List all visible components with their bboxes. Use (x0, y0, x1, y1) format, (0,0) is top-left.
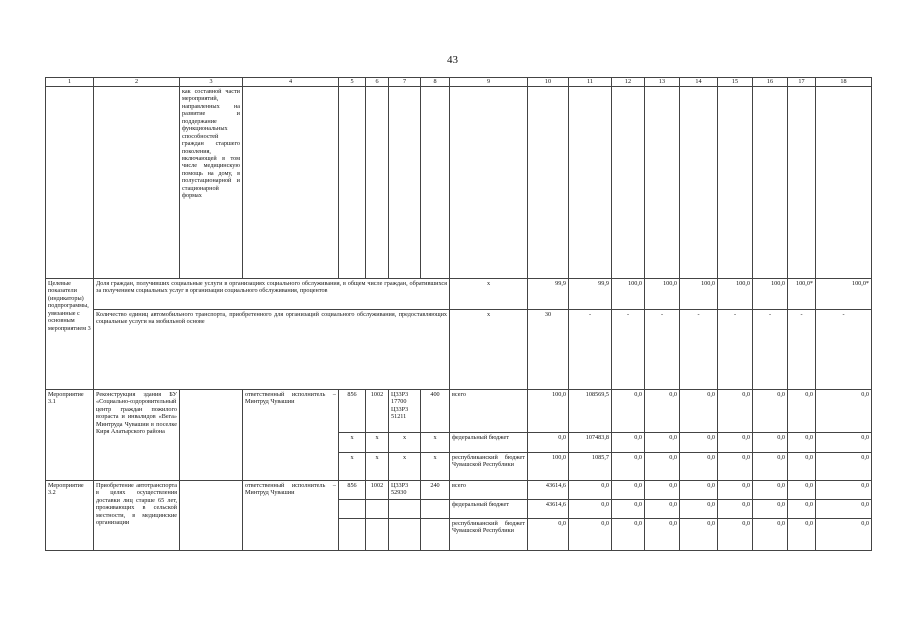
indicator-text: Количество единиц автомобильного транспорта, приобретенного для организаций социального обслуживания, предоставляющих социальные услуги на мобильной основе (94, 310, 450, 390)
measure-executor: ответственный исполнитель – Минтруд Чувашии (243, 481, 339, 551)
header-cell: 11 (569, 78, 612, 87)
header-cell: 3 (180, 78, 243, 87)
header-cell: 18 (816, 78, 872, 87)
page-number: 43 (447, 54, 458, 66)
indicators-label: Целевые показатели (индикаторы) подпрограммы, увязанные с основным мероприятием 3 (46, 279, 94, 390)
measure-description: Реконструкция здания БУ «Социально-оздоровительный центр граждан пожилого возраста и инвалидов «Вега» Минтруда Чувашии в поселке Киря Алатырского района (94, 390, 180, 481)
header-cell: 6 (366, 78, 389, 87)
header-row (46, 78, 872, 87)
measure-3-1-row: х х х х федеральный бюджет 0,0 107483,8 0,0 0,0 0,0 0,0 0,0 0,0 0,0 (46, 433, 872, 453)
measure-3-1-row: х х х х республиканский бюджет Чувашской Республики 100,0 1085,7 0,0 0,0 0,0 0,0 0,0 0,0 0,0 (46, 453, 872, 481)
header-cell: 5 (339, 78, 366, 87)
measure-3-2-row: республиканский бюджет Чувашской Республики 0,0 0,0 0,0 0,0 0,0 0,0 0,0 0,0 0,0 (46, 519, 872, 551)
header-cell: 13 (645, 78, 680, 87)
continuation-text: как составной части мероприятий, направленных на развитие и поддержание функциональных способностей граждан старшего поколения, включающей в том числе медицинскую помощь на дому, в полустационарной и стационарной формах (180, 87, 243, 279)
header-cell: 8 (421, 78, 450, 87)
header-cell: 15 (718, 78, 753, 87)
header-cell: 12 (612, 78, 645, 87)
measure-executor: ответственный исполнитель – Минтруд Чувашии (243, 390, 339, 481)
program-table (45, 77, 872, 551)
indicator-row: Количество единиц автомобильного транспорта, приобретенного для организаций социального обслуживания, предоставляющих социальные услуги на мобильной основе х 30 - - - - - - - - (46, 310, 872, 390)
measure-description: Приобретение автотранспорта в целях осуществления доставки лиц старше 65 лет, проживающих в сельской местности, в медицинские организации (94, 481, 180, 551)
measure-3-2-row: Мероприятие 3.2 Приобретение автотранспорта в целях осуществления доставки лиц старше 65 лет, проживающих в сельской местности, в медицинские организации ответственный исполнитель – Минтруд Чувашии 856 1002 Ц33Р3 52930 240 всего 43614,6 0,0 0,0 0,0 0,0 0,0 0,0 0,0 0,0 (46, 481, 872, 500)
continuation-row (46, 87, 872, 279)
measure-3-1-row: Мероприятие 3.1 Реконструкция здания БУ «Социально-оздоровительный центр граждан пожилого возраста и инвалидов «Вега» Минтруда Чувашии в поселке Киря Алатырского района ответственный исполнитель – Минтруд Чувашии 856 1002 Ц33Р3 17700 Ц33Р3 51211 400 всего 100,0 108569,5 0,0 0,0 0,0 0,0 0,0 0,0 0,0 (46, 390, 872, 433)
header-cell: 4 (243, 78, 339, 87)
header-cell: 7 (389, 78, 421, 87)
header-cell: 14 (680, 78, 718, 87)
header-cell: 10 (528, 78, 569, 87)
measure-label: Мероприятие 3.1 (46, 390, 94, 481)
header-cell: 17 (788, 78, 816, 87)
measure-3-2-row: федеральный бюджет 43614,6 0,0 0,0 0,0 0,0 0,0 0,0 0,0 0,0 (46, 500, 872, 519)
indicator-row: Целевые показатели (индикаторы) подпрограммы, увязанные с основным мероприятием 3 Доля граждан, получивших социальные услуги в организациях социального обслуживания, в общем числе граждан, обратившихся за получением социальных услуг в организации социального обслуживания, процентов х 99,9 99,9 100,0 100,0 100,0 100,0 100,0 100,0* 100,0* (46, 279, 872, 310)
header-cell: 2 (94, 78, 180, 87)
header-cell: 1 (46, 78, 94, 87)
indicator-text: Доля граждан, получивших социальные услуги в организациях социального обслуживания, в общем числе граждан, обратившихся за получением социальных услуг в организации социального обслуживания, процентов (94, 279, 450, 310)
header-cell: 16 (753, 78, 788, 87)
header-cell: 9 (450, 78, 528, 87)
measure-label: Мероприятие 3.2 (46, 481, 94, 551)
